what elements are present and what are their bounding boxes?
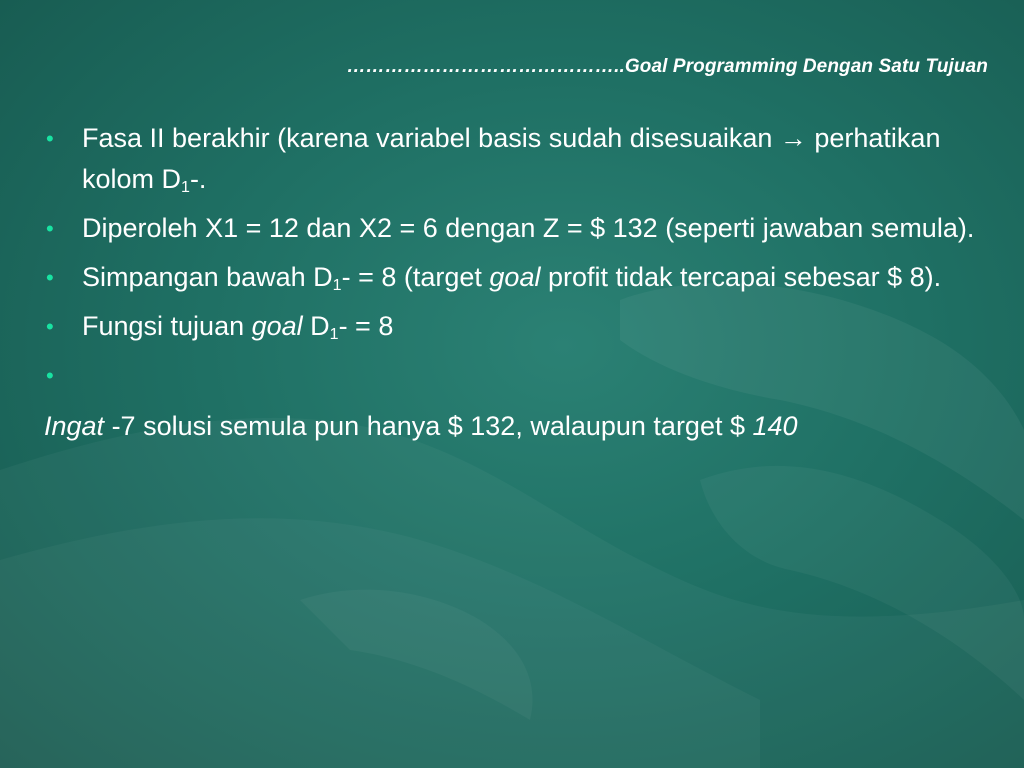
bullet-3-text: Simpangan bawah D bbox=[82, 262, 333, 292]
bullet-item-4 bbox=[44, 306, 984, 347]
bullet-icon: • bbox=[46, 363, 54, 388]
bullet-icon: • bbox=[46, 216, 54, 241]
bullet-list bbox=[44, 118, 984, 396]
bullet-3-text-mid: - = 8 (target bbox=[341, 262, 490, 292]
bullet-icon: • bbox=[46, 126, 54, 151]
slide-content bbox=[44, 118, 984, 447]
bullet-3-text-end: profit tidak tercapai sebesar $ 8). bbox=[540, 262, 942, 292]
bullet-4-text-mid: D bbox=[302, 311, 330, 341]
bullet-item-1 bbox=[44, 118, 984, 200]
note-line bbox=[44, 406, 984, 447]
header-dots: …………………………………….. bbox=[346, 56, 625, 77]
bullet-item-3 bbox=[44, 257, 984, 298]
bullet-3-italic: goal bbox=[489, 262, 541, 292]
bullet-4-text-end: - = 8 bbox=[338, 311, 394, 341]
note-text: -7 solusi semula pun hanya $ 132, walaupun target $ bbox=[104, 411, 753, 441]
header-title: Goal Programming Dengan Satu Tujuan bbox=[624, 56, 988, 77]
bullet-1-text-end: -. bbox=[189, 164, 207, 194]
bullet-icon: • bbox=[46, 265, 54, 290]
bullet-item-2 bbox=[44, 208, 984, 249]
bullet-4-text: Fungsi tujuan bbox=[82, 311, 252, 341]
note-italic-ingat: Ingat bbox=[44, 411, 105, 441]
subscript: 1 bbox=[329, 326, 339, 343]
bullet-2-text: Diperoleh X1 = 12 dan X2 = 6 dengan Z = $ 132 (seperti jawaban semula). bbox=[82, 213, 975, 243]
bullet-4-italic: goal bbox=[251, 311, 303, 341]
subscript: 1 bbox=[181, 179, 190, 196]
bullet-item-5-empty bbox=[44, 355, 984, 396]
bullet-1-text: Fasa II berakhir (karena variabel basis sudah disesuaikan → perhatikan kolom D bbox=[82, 123, 941, 194]
subscript: 1 bbox=[332, 277, 342, 294]
bullet-icon: • bbox=[46, 314, 54, 339]
slide-header bbox=[347, 56, 988, 78]
note-italic-target: 140 bbox=[752, 411, 798, 441]
